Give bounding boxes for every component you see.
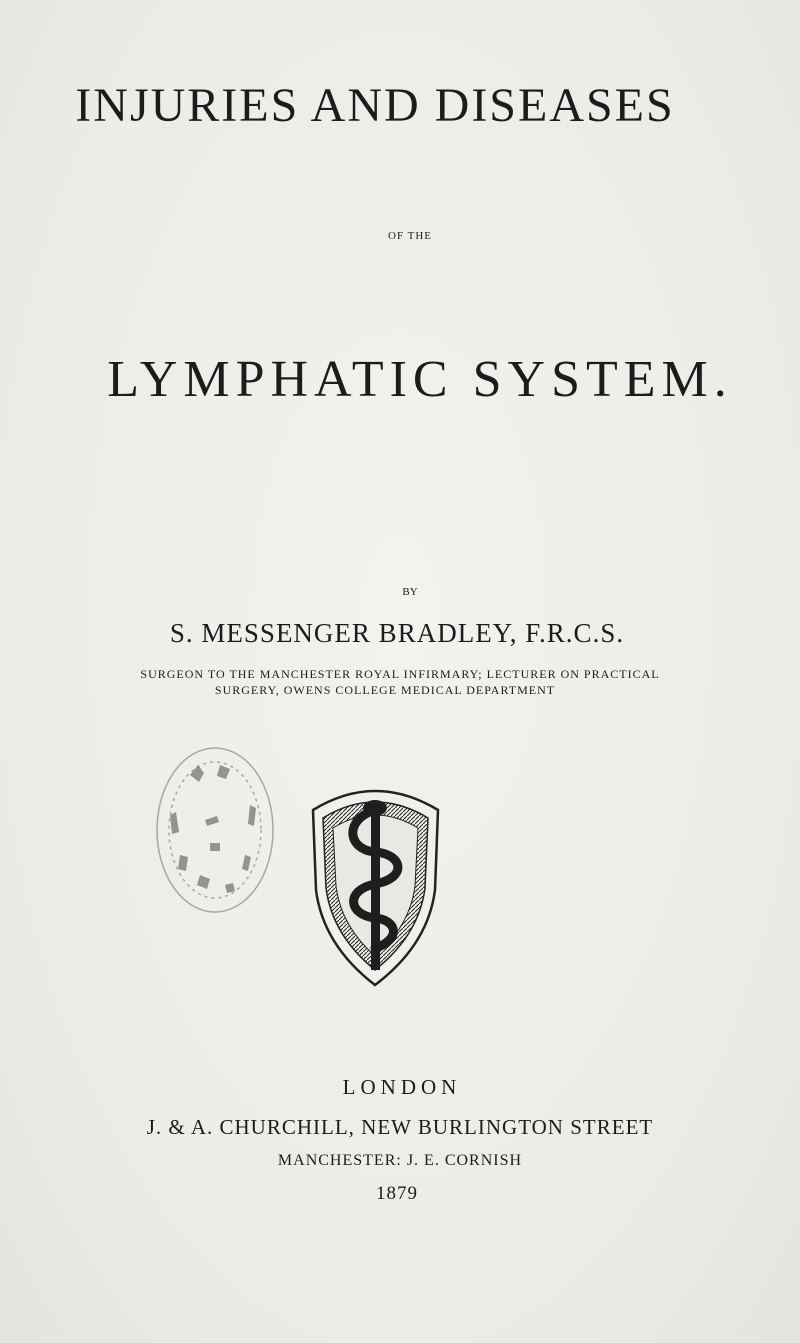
- publication-year: 1879: [376, 1183, 418, 1204]
- by-label: BY: [402, 586, 418, 598]
- title-line-1: INJURIES AND DISEASES: [75, 79, 675, 132]
- publisher-crest-icon: [303, 780, 448, 990]
- author-credentials-line-2: SURGERY, OWENS COLLEGE MEDICAL DEPARTMENT: [214, 683, 556, 697]
- title-connector: OF THE: [388, 230, 432, 242]
- author-name: S. MESSENGER BRADLEY, F.R.C.S.: [169, 618, 625, 648]
- library-stamp-icon: [150, 735, 280, 930]
- author-credentials-line-1: SURGEON TO THE MANCHESTER ROYAL INFIRMARY; LECTURER ON PRACTICAL: [140, 667, 660, 681]
- publication-place: LONDON: [342, 1075, 462, 1099]
- sub-publisher-line: MANCHESTER: J. E. CORNISH: [277, 1152, 523, 1169]
- publisher-line: J. & A. CHURCHILL, NEW BURLINGTON STREET: [146, 1115, 654, 1139]
- title-line-2: LYMPHATIC SYSTEM.: [107, 351, 733, 408]
